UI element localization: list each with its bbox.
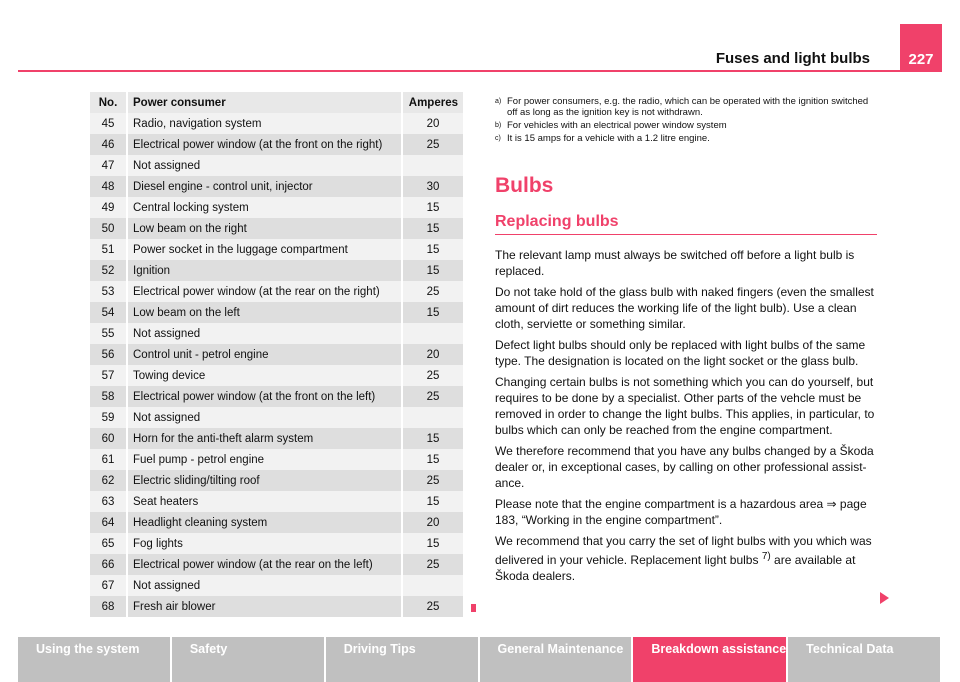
power-consumer: Central locking system	[127, 197, 402, 218]
power-consumer: Power socket in the luggage compartment	[127, 239, 402, 260]
footnote	[495, 96, 877, 118]
fuse-number: 46	[90, 134, 127, 155]
amperes: 15	[402, 260, 464, 281]
header-rule	[18, 70, 942, 72]
table-row	[90, 218, 464, 239]
fuse-number: 58	[90, 386, 127, 407]
table-row	[90, 554, 464, 575]
page-number: 227	[900, 24, 942, 72]
paragraph: Do not take hold of the glass bulb with naked fingers (even the smallest amount of dirt reduces the working life of the light bulb). Use a clean cloth, serviette or something similar.	[495, 285, 874, 331]
amperes	[402, 575, 464, 596]
paragraph: We therefore recommend that you have any bulbs changed by a Škoda dealer or, in exceptional cases, by calling on other professional assist-ance.	[495, 444, 874, 490]
amperes	[402, 323, 464, 344]
power-consumer: Low beam on the right	[127, 218, 402, 239]
paragraph: The relevant lamp must always be switched off before a light bulb is replaced.	[495, 248, 855, 278]
fuse-number: 60	[90, 428, 127, 449]
footnote	[495, 120, 877, 131]
amperes: 25	[402, 596, 464, 617]
amperes: 20	[402, 344, 464, 365]
nav-tab[interactable]: Technical Data	[788, 637, 940, 682]
fuse-number: 61	[90, 449, 127, 470]
fuse-number: 56	[90, 344, 127, 365]
amperes: 25	[402, 281, 464, 302]
power-consumer: Seat heaters	[127, 491, 402, 512]
fuse-table	[90, 92, 465, 617]
power-consumer: Control unit - petrol engine	[127, 344, 402, 365]
paragraph: Please note that the engine compartment is a hazardous area ⇒ page 183, “Working in the engine compartment”.	[495, 497, 867, 527]
power-consumer: Electrical power window (at the front on the left)	[127, 386, 402, 407]
table-row	[90, 575, 464, 596]
fuse-number: 64	[90, 512, 127, 533]
fuse-number: 51	[90, 239, 127, 260]
amperes: 15	[402, 239, 464, 260]
section-subtitle: Replacing bulbs	[495, 212, 877, 235]
power-consumer: Low beam on the left	[127, 302, 402, 323]
fuse-number: 53	[90, 281, 127, 302]
amperes: 15	[402, 491, 464, 512]
amperes: 25	[402, 386, 464, 407]
power-consumer: Not assigned	[127, 323, 402, 344]
amperes: 15	[402, 197, 464, 218]
power-consumer: Radio, navigation system	[127, 113, 402, 134]
power-consumer: Fuel pump - petrol engine	[127, 449, 402, 470]
table-row	[90, 239, 464, 260]
paragraph: Changing certain bulbs is not something which you can do yourself, but requires to be done by a specialist. Other parts of the vehcle must be removed in order to change the light bulbs. This applies, in particular, to bulbs which can only be reached from the engine compartment.	[495, 375, 875, 437]
power-consumer: Ignition	[127, 260, 402, 281]
nav-tab[interactable]: Safety	[172, 637, 324, 682]
amperes: 25	[402, 134, 464, 155]
section-title: Bulbs	[495, 174, 554, 197]
amperes: 15	[402, 428, 464, 449]
footnote-mark: a)	[495, 98, 502, 105]
table-row	[90, 302, 464, 323]
table-row	[90, 449, 464, 470]
text: We recommend that you carry the set of light bulbs with you which was delivered in your vehicle. Replacement light bulbs	[495, 534, 872, 567]
nav-tab[interactable]: Breakdown assistance	[633, 637, 786, 682]
power-consumer: Fresh air blower	[127, 596, 402, 617]
paragraph	[495, 533, 877, 584]
power-consumer: Not assigned	[127, 575, 402, 596]
power-consumer: Electric sliding/tilting roof	[127, 470, 402, 491]
table-row	[90, 470, 464, 491]
footnote-mark: c)	[495, 135, 501, 142]
nav-tab[interactable]: Driving Tips	[326, 637, 478, 682]
amperes: 20	[402, 512, 464, 533]
power-consumer: Not assigned	[127, 407, 402, 428]
amperes	[402, 407, 464, 428]
end-mark-icon	[471, 604, 476, 612]
amperes: 25	[402, 470, 464, 491]
paragraph: Defect light bulbs should only be replaced with light bulbs of the same type. The designation is located on the light socket or the glass bulb.	[495, 338, 866, 368]
amperes: 15	[402, 449, 464, 470]
table-row	[90, 365, 464, 386]
power-consumer: Electrical power window (at the front on the right)	[127, 134, 402, 155]
power-consumer: Electrical power window (at the rear on the right)	[127, 281, 402, 302]
power-consumer: Horn for the anti-theft alarm system	[127, 428, 402, 449]
fuse-number: 52	[90, 260, 127, 281]
power-consumer: Diesel engine - control unit, injector	[127, 176, 402, 197]
table-row	[90, 596, 464, 617]
table-row	[90, 491, 464, 512]
fuse-number: 47	[90, 155, 127, 176]
footnote-mark: b)	[495, 122, 502, 129]
power-consumer: Electrical power window (at the rear on the left)	[127, 554, 402, 575]
table-row	[90, 176, 464, 197]
table-row	[90, 134, 464, 155]
fuse-number: 49	[90, 197, 127, 218]
fuse-number: 68	[90, 596, 127, 617]
power-consumer: Fog lights	[127, 533, 402, 554]
fuse-number: 65	[90, 533, 127, 554]
chapter-title: Fuses and light bulbs	[715, 50, 870, 67]
fuse-number: 54	[90, 302, 127, 323]
table-row	[90, 512, 464, 533]
nav-tab[interactable]: General Maintenance	[480, 637, 632, 682]
table-row	[90, 197, 464, 218]
right-column	[495, 96, 877, 589]
text: are available at Škoda dealers.	[495, 553, 856, 583]
table-row	[90, 113, 464, 134]
fuse-number: 55	[90, 323, 127, 344]
fuse-number: 45	[90, 113, 127, 134]
amperes: 20	[402, 113, 464, 134]
footnote-ref[interactable]: 7)	[761, 551, 771, 562]
fuse-number: 63	[90, 491, 127, 512]
fuse-number: 67	[90, 575, 127, 596]
fuse-number: 57	[90, 365, 127, 386]
nav-tab[interactable]: Using the system	[18, 637, 170, 682]
footnote-text: It is 15 amps for a vehicle with a 1.2 litre engine.	[507, 133, 710, 144]
table-row	[90, 281, 464, 302]
amperes: 25	[402, 365, 464, 386]
table-row	[90, 344, 464, 365]
power-consumer: Not assigned	[127, 155, 402, 176]
amperes: 15	[402, 218, 464, 239]
table-row	[90, 155, 464, 176]
fuse-number: 66	[90, 554, 127, 575]
footnote-text: For power consumers, e.g. the radio, which can be operated with the ignition switched off as long as the ignition key is not withdrawn.	[507, 96, 869, 118]
col-consumer: Power consumer	[127, 92, 402, 113]
table-row	[90, 533, 464, 554]
table-row	[90, 428, 464, 449]
next-page-arrow-icon[interactable]	[880, 592, 889, 604]
col-no: No.	[90, 92, 127, 113]
table-row	[90, 407, 464, 428]
amperes: 30	[402, 176, 464, 197]
fuse-number: 50	[90, 218, 127, 239]
fuse-number: 62	[90, 470, 127, 491]
table-row	[90, 260, 464, 281]
table-row	[90, 386, 464, 407]
power-consumer: Headlight cleaning system	[127, 512, 402, 533]
amperes	[402, 155, 464, 176]
chapter-nav	[18, 637, 942, 682]
fuse-number: 59	[90, 407, 127, 428]
footnote-text: For vehicles with an electrical power window system	[507, 120, 727, 131]
amperes: 25	[402, 554, 464, 575]
amperes: 15	[402, 302, 464, 323]
fuse-number: 48	[90, 176, 127, 197]
col-amperes: Amperes	[402, 92, 464, 113]
footnote	[495, 133, 877, 144]
power-consumer: Towing device	[127, 365, 402, 386]
amperes: 15	[402, 533, 464, 554]
table-row	[90, 323, 464, 344]
